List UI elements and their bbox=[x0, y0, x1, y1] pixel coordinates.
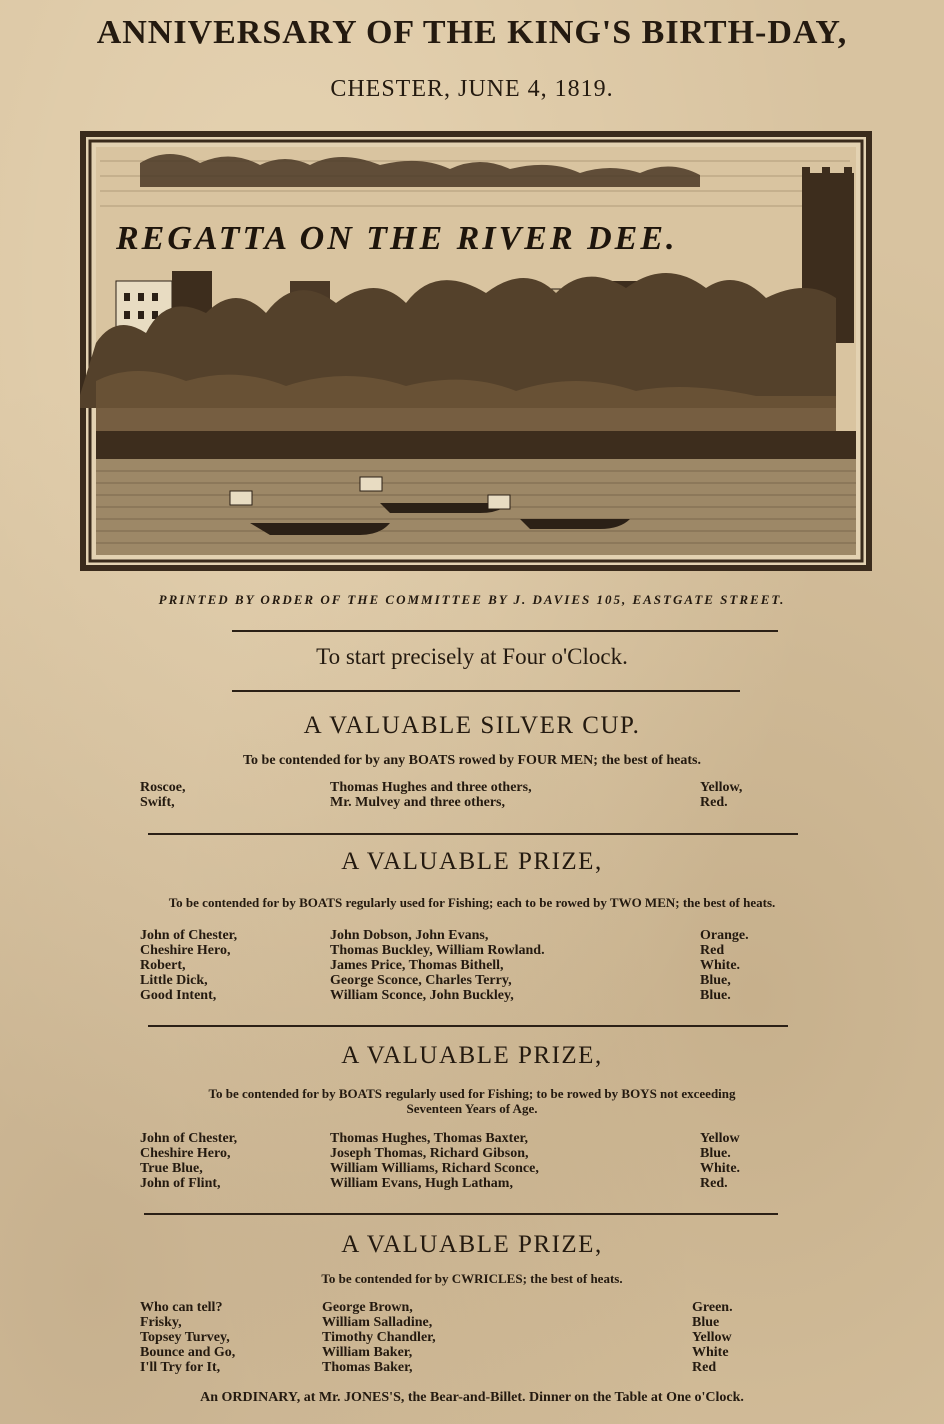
start-time: To start precisely at Four o'Clock. bbox=[316, 644, 628, 669]
crew-names: William Baker, bbox=[322, 1345, 413, 1360]
boat-colour: Red bbox=[692, 1360, 717, 1375]
boat-name: Who can tell? bbox=[140, 1300, 223, 1315]
boat-name: John of Chester, bbox=[140, 1131, 238, 1146]
boat-colour: White. bbox=[700, 958, 741, 973]
race-conditions-continued: Seventeen Years of Age. bbox=[406, 1101, 538, 1116]
document-title: ANNIVERSARY OF THE KING'S BIRTH-DAY, bbox=[96, 14, 848, 51]
boat-name: Robert, bbox=[140, 958, 186, 973]
boat-name: Bounce and Go, bbox=[140, 1345, 236, 1360]
boat-name: John of Flint, bbox=[140, 1176, 221, 1191]
boat-name: Roscoe, bbox=[140, 780, 186, 795]
race-conditions: To be contended for by BOATS regularly used for Fishing; each to be rowed by TWO MEN; the best of heats. bbox=[168, 895, 776, 910]
boat-colour: Blue bbox=[692, 1315, 720, 1330]
crew-names: Timothy Chandler, bbox=[322, 1330, 436, 1345]
boat-colour: White bbox=[692, 1345, 729, 1360]
boat-name: I'll Try for It, bbox=[140, 1360, 221, 1375]
boat-name: Cheshire Hero, bbox=[140, 943, 231, 958]
divider bbox=[144, 1213, 778, 1215]
boat-name: Little Dick, bbox=[140, 973, 208, 988]
crew-names: William Sconce, John Buckley, bbox=[330, 988, 514, 1003]
crew-names: Thomas Baker, bbox=[322, 1360, 413, 1375]
boat-colour: Red. bbox=[700, 1176, 728, 1191]
race-conditions: To be contended for by BOATS regularly used for Fishing; to be rowed by BOYS not exceeding bbox=[208, 1086, 736, 1101]
race-heading: A VALUABLE PRIZE, bbox=[341, 1231, 603, 1258]
footer-notice: An ORDINARY, at Mr. JONES'S, the Bear-and-Billet. Dinner on the Table at One o'Clock. bbox=[200, 1390, 744, 1405]
regatta-woodcut-illustration bbox=[80, 131, 872, 571]
boat-colour: Yellow bbox=[700, 1131, 740, 1146]
divider bbox=[232, 690, 740, 692]
race-heading: A VALUABLE PRIZE, bbox=[341, 848, 603, 875]
boat-name: True Blue, bbox=[140, 1161, 203, 1176]
divider bbox=[148, 1025, 788, 1027]
race-conditions: To be contended for by CWRICLES; the best of heats. bbox=[321, 1271, 623, 1286]
race-heading: A VALUABLE PRIZE, bbox=[341, 1042, 603, 1069]
boat-colour: Yellow, bbox=[700, 780, 743, 795]
crew-names: George Brown, bbox=[322, 1300, 413, 1315]
boat-name: Cheshire Hero, bbox=[140, 1146, 231, 1161]
document-subtitle: CHESTER, JUNE 4, 1819. bbox=[330, 76, 614, 102]
crew-names: William Salladine, bbox=[322, 1315, 433, 1330]
boat-name: Topsey Turvey, bbox=[140, 1330, 230, 1345]
crew-names: Thomas Hughes and three others, bbox=[330, 780, 532, 795]
boat-colour: Green. bbox=[692, 1300, 733, 1315]
divider bbox=[148, 833, 798, 835]
illustration-caption: REGATTA ON THE RIVER DEE. bbox=[116, 220, 678, 257]
printer-line: PRINTED BY ORDER OF THE COMMITTEE BY J. DAVIES 105, EASTGATE STREET. bbox=[158, 592, 786, 607]
boat-name: John of Chester, bbox=[140, 928, 238, 943]
boat-colour: Red bbox=[700, 943, 725, 958]
crew-names: Joseph Thomas, Richard Gibson, bbox=[330, 1146, 529, 1161]
crew-names: William Williams, Richard Sconce, bbox=[330, 1161, 539, 1176]
boat-colour: Orange. bbox=[700, 928, 749, 943]
boat-colour: Blue. bbox=[700, 1146, 731, 1161]
crew-names: Thomas Buckley, William Rowland. bbox=[330, 943, 545, 958]
crew-names: George Sconce, Charles Terry, bbox=[330, 973, 512, 988]
boat-colour: Blue. bbox=[700, 988, 731, 1003]
boat-colour: Yellow bbox=[692, 1330, 732, 1345]
boat-name: Swift, bbox=[140, 795, 175, 810]
race-conditions: To be contended for by any BOATS rowed by FOUR MEN; the best of heats. bbox=[242, 753, 701, 768]
boat-colour: Red. bbox=[700, 795, 728, 810]
divider bbox=[232, 630, 778, 632]
crew-names: William Evans, Hugh Latham, bbox=[330, 1176, 513, 1191]
boat-name: Good Intent, bbox=[140, 988, 217, 1003]
crew-names: Thomas Hughes, Thomas Baxter, bbox=[330, 1131, 528, 1146]
crew-names: James Price, Thomas Bithell, bbox=[330, 958, 504, 973]
boat-colour: Blue, bbox=[700, 973, 731, 988]
crew-names: Mr. Mulvey and three others, bbox=[330, 795, 505, 810]
riverbank bbox=[96, 431, 856, 459]
race-heading: A VALUABLE SILVER CUP. bbox=[303, 712, 641, 739]
boat-name: Frisky, bbox=[140, 1315, 182, 1330]
boat-colour: White. bbox=[700, 1161, 741, 1176]
crew-names: John Dobson, John Evans, bbox=[330, 928, 489, 943]
